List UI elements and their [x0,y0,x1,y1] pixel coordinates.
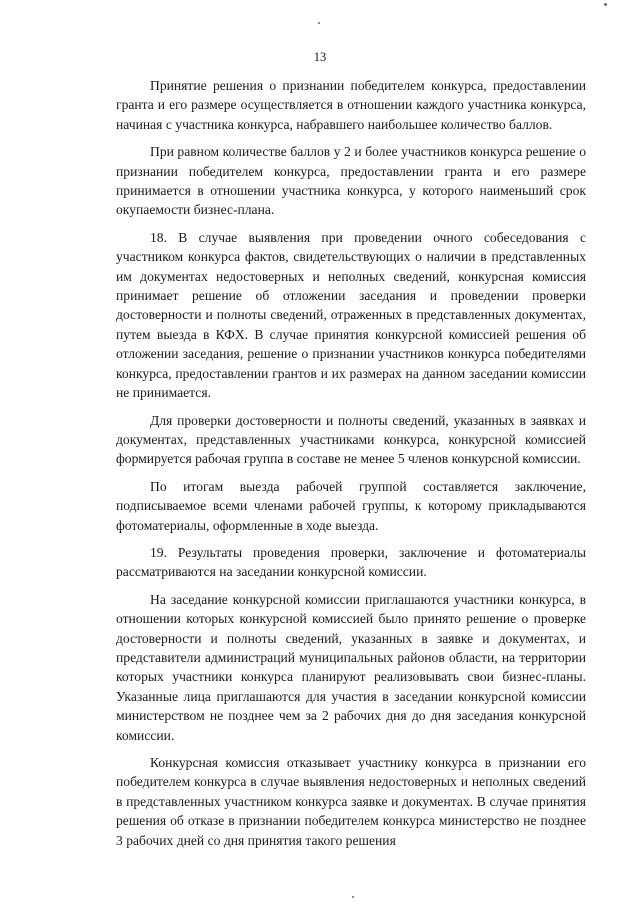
paragraph-clause-18: 18. В случае выявления при проведении очного собеседования с участником конкурса фактов, свидетельствующих о наличии в представленных им документах недостоверных и неполных сведений, конкурсная комиссия принимает решение об отложении заседания и проведении проверки достоверности и полноты сведений, отраженных в представленных документах, путем выезда в КФХ. В случае принятия конкурсной комиссией решения об отложении заседания, решение о признании участников конкурса победителями конкурса, предоставлении грантов и их размерах на данном заседании комиссии не принимается. [116,229,586,401]
paragraph-winner-decision: Принятие решения о признании победителем конкурса, предоставлении гранта и его размере осуществляется в отношении каждого участника конкурса, начиная с участника конкурса, набравшего наибольшее количество баллов. [116,78,586,132]
document-body [116,76,586,850]
paragraph-meeting-invitation: На заседание конкурсной комиссии приглашаются участники конкурса, в отношении которых конкурсной комиссией было принято решение о проверке достоверности и полноты сведений, указанных в заявке и документах, и представители администраций муниципальных районов области, на территории которых участники конкурса планируют реализовывать свои бизнес-планы. Указанные лица приглашаются для участия в заседании конкурсной комиссии министерством не позднее чем за 2 рабочих дня до дня заседания конкурсной комиссии. [116,591,586,743]
paragraph-visit-conclusion: По итогам выезда рабочей группой составляется заключение, подписываемое всеми членами рабочей группы, к которому прикладываются фотоматериалы, оформленные в ходе выезда. [116,478,586,533]
paragraph-refusal: Конкурсная комиссия отказывает участнику конкурса в признании его победителем конкурса в случае выявления недостоверных и неполных сведений в представленных участником конкурса заявке и документах. В случае принятия решения об отказе в признании победителем конкурса министерство не позднее 3 рабочих дней со дня принятия такого решения [116,755,586,848]
scan-speck [318,22,320,24]
paragraph-working-group: Для проверки достоверности и полноты сведений, указанных в заявках и документах, представленных участниками конкурса, конкурсной комиссией формируется рабочая группа в составе не менее 5 членов конкурсной комиссии. [116,412,586,467]
scan-speck [352,896,354,898]
scan-speck [604,3,607,6]
page-number: 13 [313,50,327,64]
paragraph-clause-19: 19. Результаты проведения проверки, заключение и фотоматериалы рассматриваются на заседании конкурсной комиссии. [116,544,586,580]
paragraph-equal-scores: При равном количестве баллов у 2 и более участников конкурса решение о признании победителем конкурса, предоставлении гранта и его размере принимается в отношении участника конкурса, у которого наименьший срок окупаемости бизнес-плана. [116,144,586,218]
